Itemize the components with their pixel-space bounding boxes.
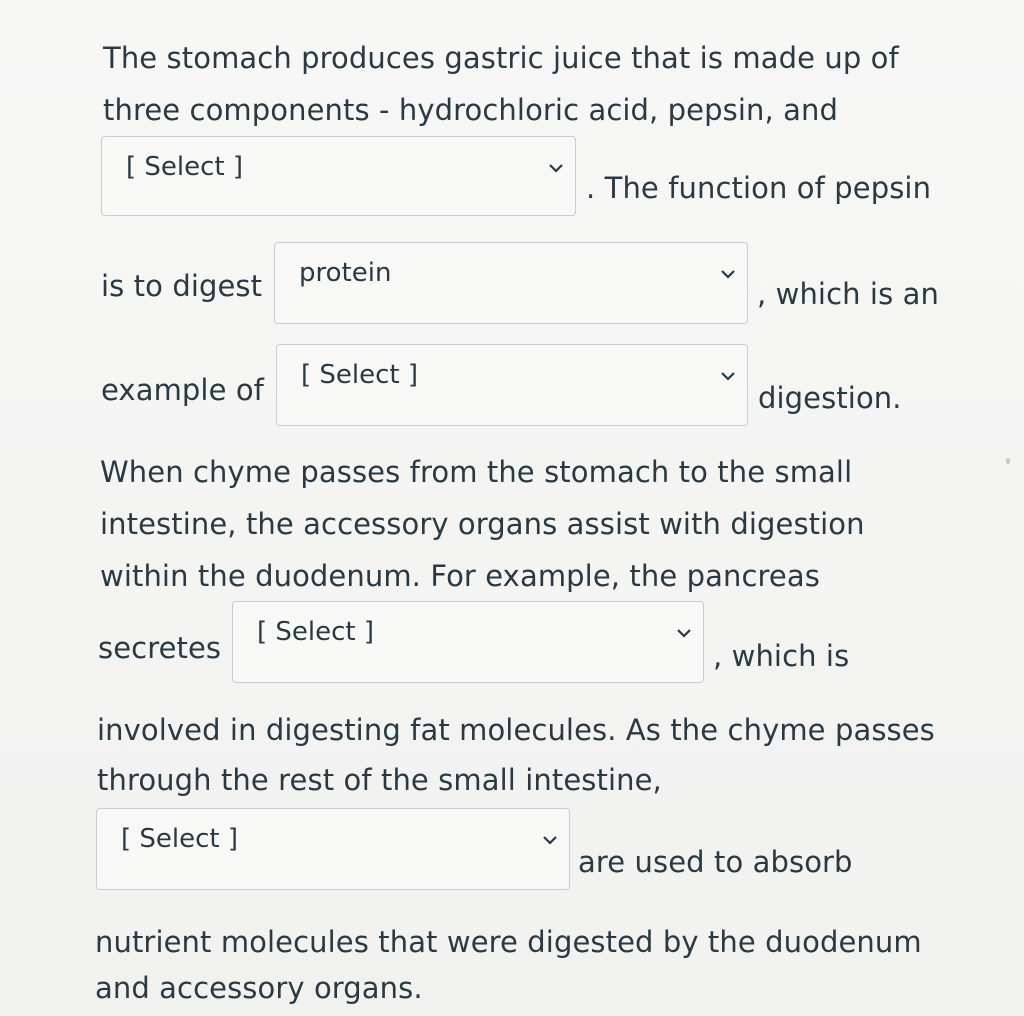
question-text-line: , which is	[713, 639, 850, 673]
question-text-line: is to digest	[101, 269, 263, 303]
answer-dropdown-2[interactable]	[274, 242, 748, 324]
question-text-line: involved in digesting fat molecules. As the chyme passes	[97, 713, 935, 747]
answer-dropdown-5[interactable]	[96, 808, 570, 890]
chevron-down-icon	[547, 161, 565, 175]
question-text-line: digestion.	[758, 381, 902, 415]
dropdown-selected-value: [ Select ]	[126, 152, 244, 182]
scrollbar-indicator[interactable]	[1006, 458, 1010, 464]
chevron-down-icon	[719, 267, 737, 281]
question-text-line: When chyme passes from the stomach to the small	[100, 455, 853, 489]
question-text-line: intestine, the accessory organs assist with digestion	[100, 507, 865, 541]
question-text-line: example of	[101, 373, 264, 407]
question-text-line: are used to absorb	[578, 845, 853, 879]
answer-dropdown-1[interactable]	[101, 136, 576, 216]
question-text-line: nutrient molecules that were digested by the duodenum	[95, 925, 922, 959]
question-text-line: secretes	[98, 631, 222, 665]
dropdown-selected-value: [ Select ]	[257, 617, 375, 647]
chevron-down-icon	[541, 833, 559, 847]
chevron-down-icon	[719, 369, 737, 383]
answer-dropdown-4[interactable]	[232, 601, 704, 683]
question-text-line: . The function of pepsin	[586, 171, 932, 205]
dropdown-selected-value: [ Select ]	[121, 824, 239, 854]
question-text-line: The stomach produces gastric juice that is made up of	[103, 41, 899, 75]
chevron-down-icon	[675, 626, 693, 640]
question-text-line: within the duodenum. For example, the pancreas	[100, 559, 820, 593]
question-text-line: , which is an	[757, 277, 939, 311]
answer-dropdown-3[interactable]	[276, 344, 748, 426]
dropdown-selected-value: [ Select ]	[301, 360, 419, 390]
dropdown-selected-value: protein	[299, 258, 392, 288]
question-text-line: three components - hydrochloric acid, pepsin, and	[103, 93, 838, 127]
question-text-line: and accessory organs.	[95, 971, 423, 1005]
question-text-line: through the rest of the small intestine,	[97, 763, 662, 797]
